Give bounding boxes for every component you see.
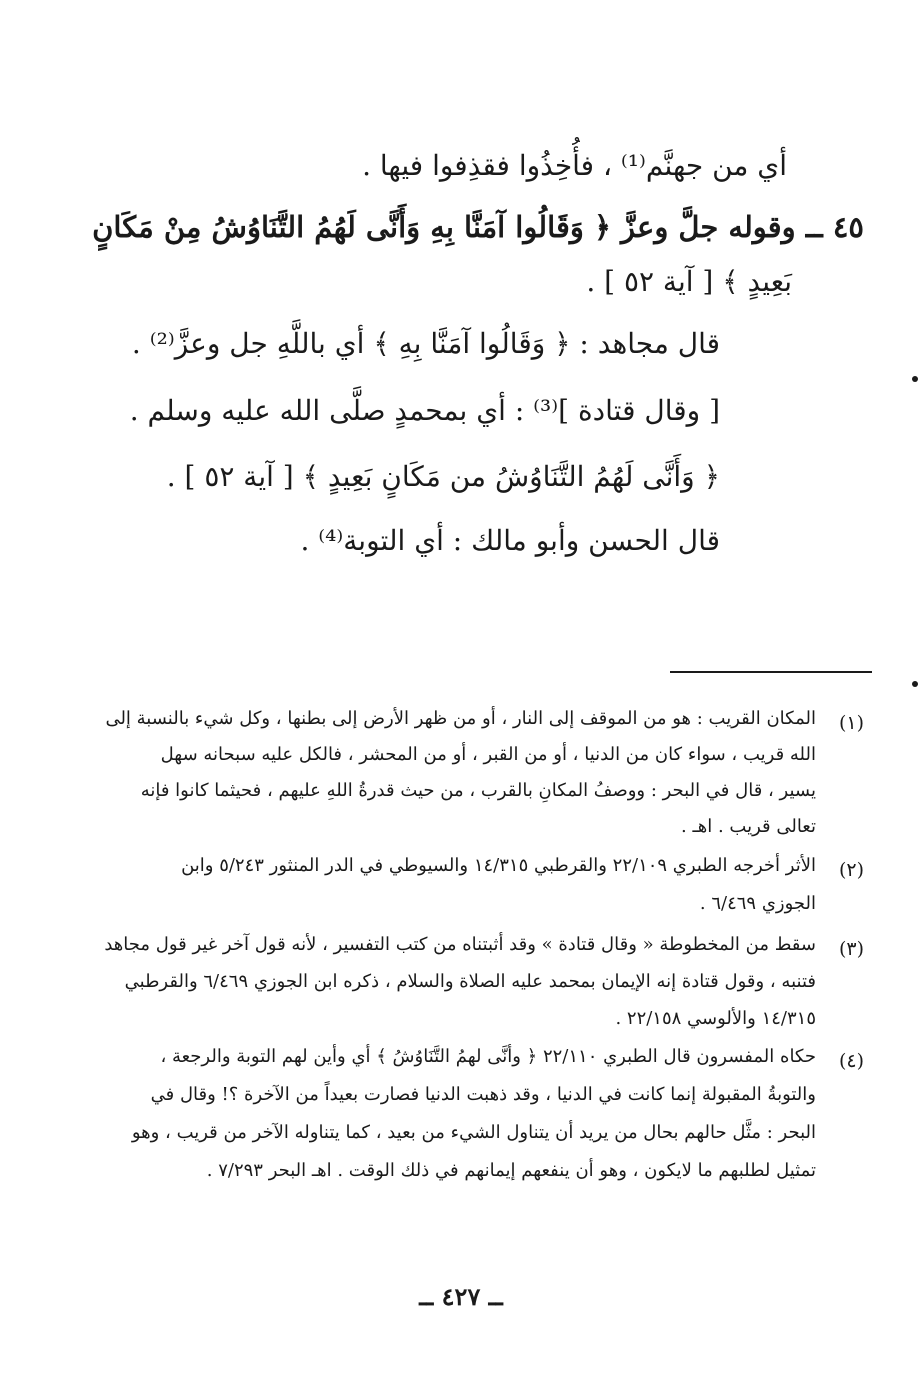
footnote-line: تعالى قريب . اهـ . [681,816,816,837]
footnote-number: (١) [838,712,864,734]
footnote-line: الله قريب ، سواء كان من الدنيا ، أو من القبر ، أو من المحشر ، فالكل عليه سبحانه سهل [160,744,816,765]
footnote-divider [670,671,872,673]
footnote-line: ١٤/٣١٥ والألوسي ٢٢/١٥٨ . [615,1008,816,1029]
margin-mark [912,681,918,687]
footnote-line: والتوبةُ المقبولة إنما كانت في الدنيا ، وقد ذهبت الدنيا فصارت بعيداً من الآخرة ؟! وقال في [150,1084,816,1105]
main-line-qatada: [ وقال قتادة ]⁽³⁾ : أي بمحمدٍ صلَّى الله عليه وسلم . [129,394,720,427]
verse-heading-line-2: بَعِيدٍ ﴾ [ آية ٥٢ ] . [586,265,792,298]
verse-heading-line-1: ٤٥ ــ وقوله جلَّ وعزَّ ﴿ وَقَالُوا آمَنَّا بِهِ وَأَنَّى لَهُمُ التَّنَاوُشُ مِنْ مَكَانٍ [92,210,864,244]
footnote-number: (٤) [838,1050,864,1072]
main-line-verse-repeat: ﴿ وَأَنَّى لَهُمُ التَّنَاوُشُ من مَكَانٍ بَعِيدٍ ﴾ [ آية ٥٢ ] . [166,460,720,493]
main-line-mujahid: قال مجاهد : ﴿ وَقَالُوا آمَنَّا بِهِ ﴾ أي باللَّهِ جل وعزَّ⁽²⁾ . [131,327,720,360]
footnote-2 [74,857,864,927]
footnote-line: يسير ، قال في البحر : ووصفُ المكانِ بالقرب ، من حيث قدرةُ اللهِ عليهم ، فحيثما كانوا فإنه [140,780,816,801]
page-number: ــ ٤٢٧ ــ [419,1282,503,1311]
footnote-line: المكان القريب : هو من الموقف إلى النار ، أو من ظهر الأرض إلى بطنها ، وكل شيء بالنسبة إلى [105,708,816,729]
footnote-4 [74,1048,864,1188]
margin-mark [912,376,918,382]
footnote-line: الأثر أخرجه الطبري ٢٢/١٠٩ والقرطبي ١٤/٣١٥ والسيوطي في الدر المنثور ٥/٢٤٣ وابن [181,855,816,876]
footnote-line: الجوزي ٦/٤٦٩ . [699,893,816,914]
footnote-number: (٢) [838,859,864,881]
footnote-1 [74,710,864,850]
footnote-line: حكاه المفسرون قال الطبري ٢٢/١١٠ ﴿ وأنَّى لهمُ التَّنَاوُشُ ﴾ أي وأين لهم التوبة والرجعة ، [160,1046,816,1067]
footnote-line: فتنبه ، وقول قتادة إنه الإيمان بمحمد عليه الصلاة والسلام ، ذكره ابن الجوزي ٦/٤٦٩ والقرطبي [124,971,816,992]
footnote-line: سقط من المخطوطة « وقال قتادة » وقد أثبتناه من كتب التفسير ، لأنه قول آخر غير قول مجاهد [104,934,816,955]
main-line-1: أي من جهنَّم⁽¹⁾ ، فأُخِذُوا فقذِفوا فيها . [362,149,787,182]
main-line-hasan: قال الحسن وأبو مالك : أي التوبة⁽⁴⁾ . [300,524,720,557]
footnote-3 [74,936,864,1036]
footnote-line: تمثيل لطلبهم ما لايكون ، وهو أن ينفعهم إيمانهم في ذلك الوقت . اهـ البحر ٧/٢٩٣ . [206,1160,816,1181]
footnote-number: (٣) [838,938,864,960]
footnote-line: البحر : مثَّل حالهم بحال من يريد أن يتناول الشيء من بعيد ، كما يتناوله الآخر من قريب ، وهو [131,1122,816,1143]
